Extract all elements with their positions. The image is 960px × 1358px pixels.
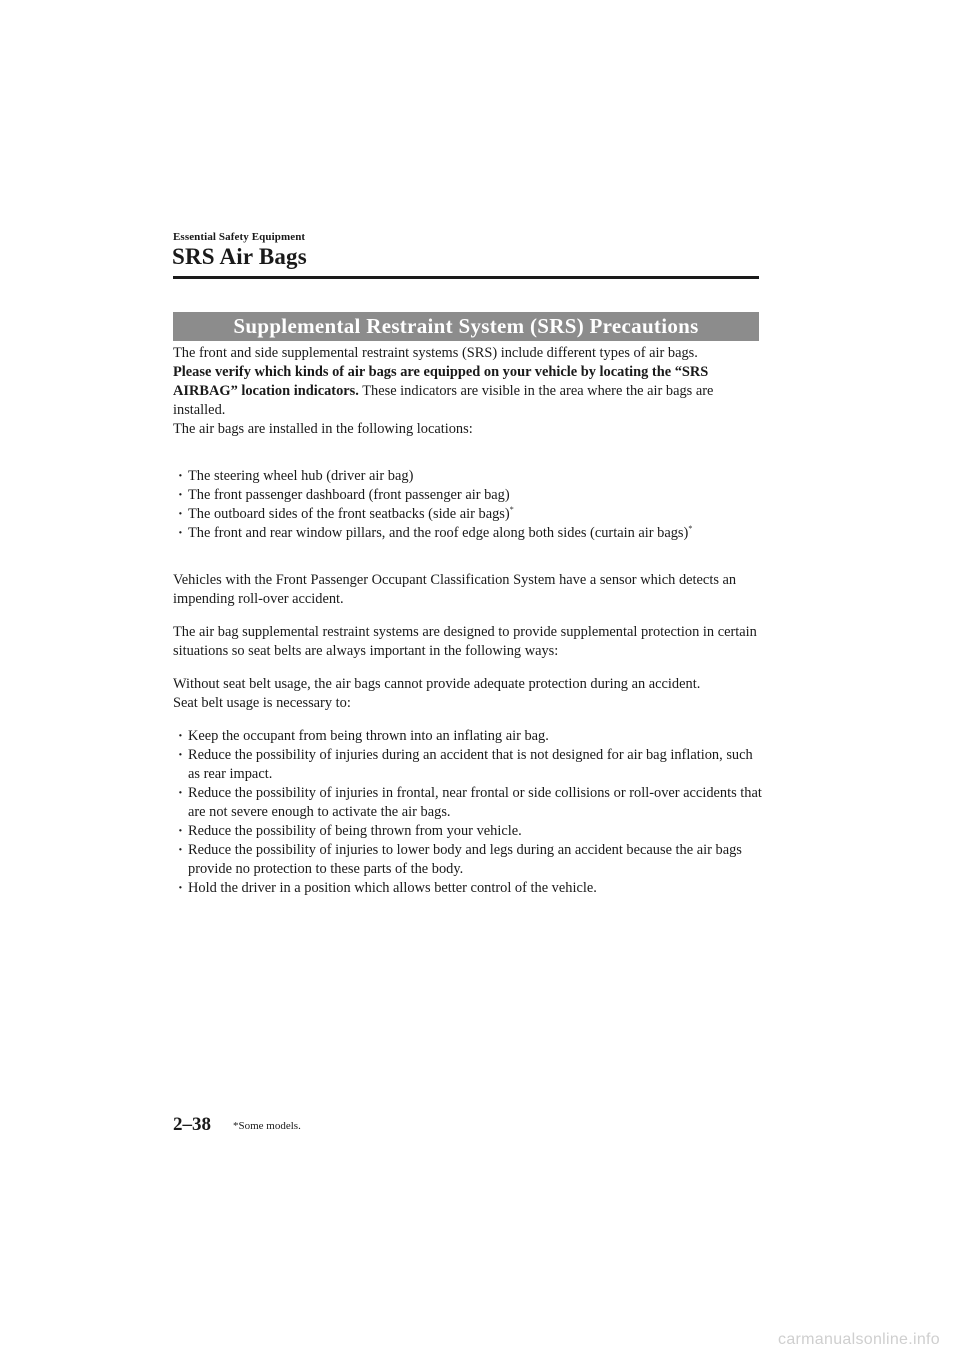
precautions-banner (173, 312, 759, 341)
occupant-sensor-paragraph: Vehicles with the Front Passenger Occupant Classification System have a sensor which detects an impending roll-over accident. (173, 572, 737, 607)
list-item: · Reduce the possibility of being thrown from your vehicle. (173, 822, 765, 841)
list-item: · Hold the driver in a position which allows better control of the vehicle. (173, 879, 765, 898)
airbag-locations-list (173, 467, 765, 543)
some-models-mark: * (509, 505, 514, 514)
banner-title: Supplemental Restraint System (SRS) Precautions (233, 314, 699, 338)
list-item: · Reduce the possibility of injuries in frontal, near frontal or side collisions or roll-over accidents that are not severe enough to activate the air bags. (173, 784, 765, 822)
list-item: · The front passenger dashboard (front passenger air bag) (173, 486, 765, 505)
list-item: · The outboard sides of the front seatbacks (side air bags)* (173, 505, 765, 524)
list-item: · Keep the occupant from being thrown into an inflating air bag. (173, 727, 765, 746)
intro-text: The front and side supplemental restraint systems (SRS) include different types of air bags. (173, 345, 698, 361)
list-item: · The steering wheel hub (driver air bag) (173, 467, 765, 486)
locations-intro: The air bags are installed in the following locations: (173, 421, 473, 437)
chapter-title: SRS Air Bags (172, 244, 307, 269)
list-item: · Reduce the possibility of injuries during an accident that is not designed for air bag inflation, such as rear impact. (173, 746, 765, 784)
section-label: Essential Safety Equipment (173, 231, 306, 243)
intro-indicator-text: These indicators are visible in the area where the air bags are installed. (173, 383, 714, 418)
watermark: carmanualsonline.info (778, 1331, 940, 1348)
footnote: *Some models. (233, 1120, 301, 1132)
header-rule (173, 276, 759, 279)
supplemental-paragraph: The air bag supplemental restraint systems are designed to provide supplemental protection in certain situations so seat belts are always important in the following ways: (173, 624, 757, 659)
seat-belt-paragraph: Without seat belt usage, the air bags cannot provide adequate protection during an accident. Seat belt usage is necessary to: (173, 676, 701, 711)
page-number: 2–38 (173, 1114, 211, 1135)
page-body (173, 344, 765, 898)
intro-paragraph (173, 344, 765, 439)
seat-belt-reasons-list (173, 727, 765, 898)
some-models-mark: * (688, 524, 693, 533)
intro-bold-instruction: Please verify which kinds of air bags are equipped on your vehicle by locating the “SRS AIRBAG” location indicators. (173, 364, 709, 399)
list-item: · The front and rear window pillars, and the roof edge along both sides (curtain air bags)* (173, 524, 765, 543)
list-item: · Reduce the possibility of injuries to lower body and legs during an accident because the air bags provide no protection to these parts of the body. (173, 841, 765, 879)
